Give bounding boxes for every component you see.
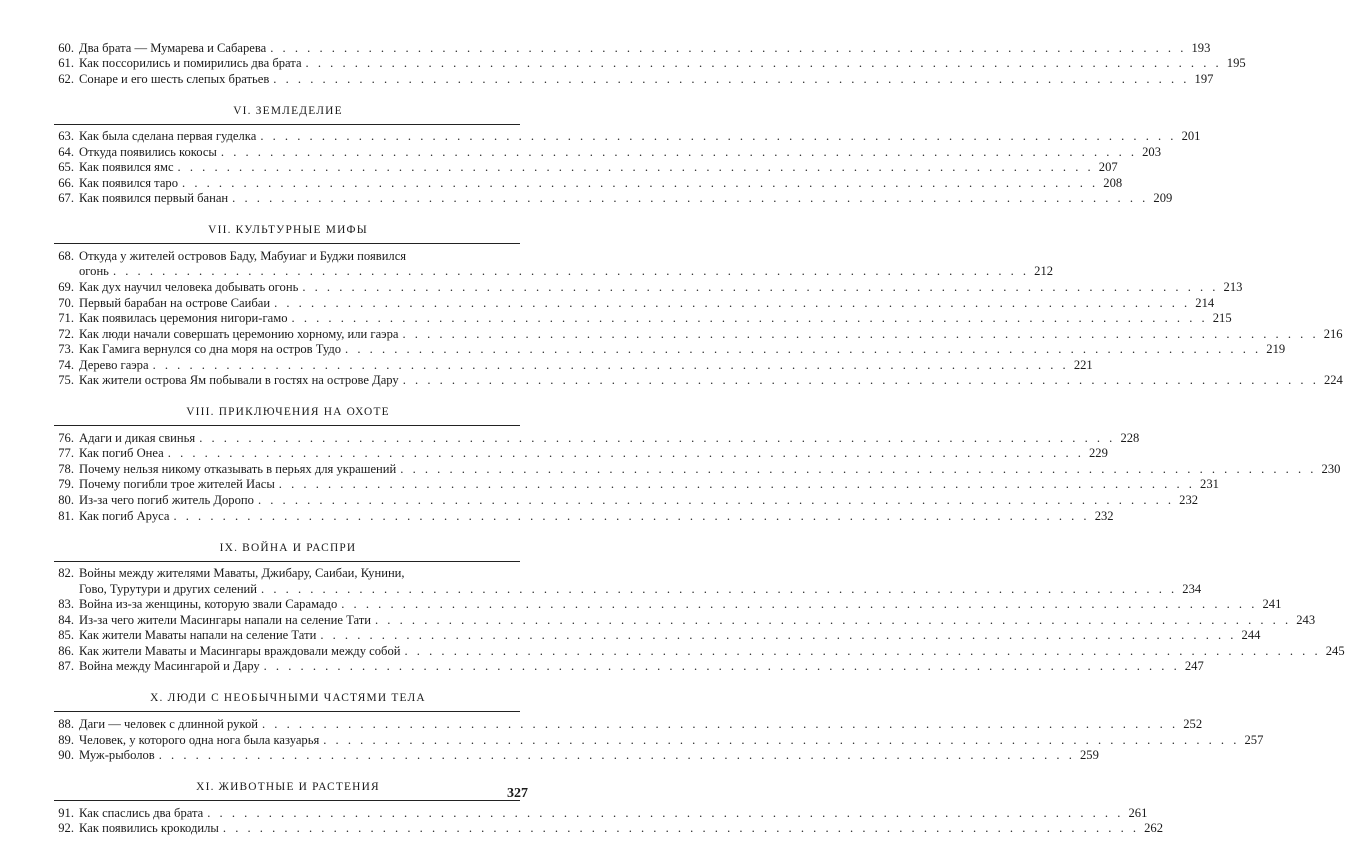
entry-number: 83.	[58, 597, 74, 612]
entry-title: Как появился ямс	[79, 160, 174, 175]
entry-number: 61.	[58, 56, 74, 71]
entry-number: 73.	[58, 342, 74, 357]
entry-number: 75.	[58, 373, 74, 388]
entry-title: огонь	[79, 264, 109, 279]
entry-page-number: 208	[1103, 175, 1123, 190]
toc-entry	[50, 160, 1118, 176]
entry-page-number: 234	[1182, 581, 1202, 596]
entry-title: Человек, у которого одна нога была казуарья	[79, 732, 320, 747]
toc-entry	[50, 71, 1214, 87]
dot-leader	[400, 462, 1316, 477]
dot-leader	[178, 160, 1094, 175]
toc-entry	[50, 748, 1099, 764]
toc-entry	[50, 175, 1123, 191]
dot-leader	[168, 446, 1084, 461]
section-heading: VI. ЗЕМЛЕДЕЛИЕ	[233, 104, 343, 117]
dot-leader	[153, 358, 1069, 373]
entry-page-number: 203	[1142, 144, 1162, 159]
entry-title: Как была сделана первая гуделка	[79, 129, 257, 144]
entry-page-number: 216	[1323, 326, 1343, 341]
entry-title: Два брата — Мумарева и Сабарева	[79, 40, 267, 55]
entry-title: Как жители Маваты напали на селение Тати	[79, 628, 317, 643]
entry-number: 90.	[58, 748, 74, 763]
entry-number: 87.	[58, 659, 74, 674]
toc-entry	[50, 643, 1345, 659]
entry-title: Как поссорились и помирились два брата	[79, 56, 302, 71]
entry-page-number: 231	[1200, 477, 1219, 492]
toc-entry	[50, 477, 1219, 493]
entry-title: Адаги и дикая свинья	[79, 430, 196, 445]
toc-entry	[50, 311, 1232, 327]
toc-entry	[50, 373, 1343, 389]
entry-number: 72.	[58, 326, 74, 341]
toc-entry	[50, 129, 1201, 145]
section-heading: VIII. ПРИКЛЮЧЕНИЯ НА ОХОТЕ	[186, 406, 390, 419]
toc-entry	[50, 295, 1215, 311]
dot-leader	[292, 311, 1208, 326]
toc-entry	[50, 805, 1148, 821]
dot-leader	[199, 431, 1115, 446]
dot-leader	[232, 191, 1148, 206]
entry-number: 64.	[58, 144, 74, 159]
entry-title: Сонаре и его шесть слепых братьев	[79, 71, 270, 86]
entry-page-number: 201	[1181, 129, 1201, 144]
dot-leader	[402, 327, 1318, 342]
entry-number: 91.	[58, 805, 74, 820]
section-divider	[54, 425, 520, 426]
dot-leader	[221, 145, 1137, 160]
entry-page-number: 195	[1226, 56, 1246, 71]
entry-title: Войны между жителями Маваты, Джибару, Саибаи, Кунини,	[79, 566, 405, 581]
entry-title: Война между Масингарой и Дару	[79, 659, 260, 674]
entry-number: 62.	[58, 71, 74, 86]
entry-title: Как погиб Аруса	[79, 508, 170, 523]
entry-page-number: 230	[1321, 461, 1341, 476]
entry-page-number: 193	[1191, 40, 1211, 55]
entry-page-number: 209	[1153, 191, 1173, 206]
entry-page-number: 207	[1098, 160, 1118, 175]
entry-title: Как дух научил человека добывать огонь	[79, 280, 299, 295]
entry-title: Даги — человек с длинной рукой	[79, 716, 258, 731]
toc-entry	[50, 659, 1204, 675]
dot-leader	[262, 717, 1178, 732]
entry-page-number: 215	[1212, 311, 1232, 326]
toc-entry	[50, 40, 1211, 56]
entry-page-number: 197	[1194, 71, 1214, 86]
entry-number: 60.	[58, 40, 74, 55]
entry-title: Как появился таро	[79, 175, 179, 190]
toc-entry	[50, 716, 1203, 732]
dot-leader	[274, 296, 1190, 311]
entry-page-number: 219	[1266, 342, 1286, 357]
section-divider	[54, 243, 520, 244]
toc-body	[50, 40, 1345, 836]
entry-page-number: 247	[1184, 659, 1204, 674]
dot-leader	[159, 748, 1075, 763]
dot-leader	[223, 821, 1139, 836]
entry-number: 88.	[58, 716, 74, 731]
section-divider	[54, 800, 520, 801]
toc-entry	[50, 628, 1261, 644]
entry-page-number: 252	[1183, 716, 1203, 731]
entry-number: 85.	[58, 628, 74, 643]
toc-entry	[50, 732, 1264, 748]
entry-page-number: 214	[1195, 295, 1215, 310]
entry-page-number: 257	[1244, 732, 1264, 747]
entry-title: Первый барабан на острове Саибаи	[79, 295, 271, 310]
section-divider	[54, 124, 520, 125]
section-heading: XI. ЖИВОТНЫЕ И РАСТЕНИЯ	[196, 781, 380, 794]
section-divider	[54, 561, 520, 562]
toc-entry	[50, 597, 1282, 613]
toc-entry	[50, 492, 1199, 508]
dot-leader	[306, 56, 1222, 71]
dot-leader	[258, 493, 1174, 508]
entry-title: Откуда появились кокосы	[79, 144, 217, 159]
toc-entry	[50, 461, 1341, 477]
entry-title: Как погиб Онеа	[79, 446, 164, 461]
entry-title: Почему погибли трое жителей Иасы	[79, 477, 275, 492]
entry-number: 80.	[58, 493, 74, 508]
entry-number: 79.	[58, 477, 74, 492]
entry-title: Муж-рыболов	[79, 748, 155, 763]
entry-number: 86.	[58, 643, 74, 658]
toc-entry	[50, 821, 1164, 837]
entry-page-number: 262	[1144, 821, 1164, 836]
entry-number: 63.	[58, 129, 74, 144]
toc-entry	[50, 264, 1054, 280]
dot-leader	[345, 342, 1261, 357]
entry-title: Как появился первый банан	[79, 191, 229, 206]
entry-number: 78.	[58, 461, 74, 476]
section-divider	[54, 711, 520, 712]
section-heading: VII. КУЛЬТУРНЫЕ МИФЫ	[208, 224, 368, 237]
toc-entry	[50, 342, 1286, 358]
toc-entry	[50, 612, 1316, 628]
entry-page-number: 221	[1073, 357, 1093, 372]
entry-title: Из-за чего жители Масингары напали на селение Тати	[79, 612, 371, 627]
entry-number: 76.	[58, 430, 74, 445]
entry-title: Как Гамига вернулся со дна моря на остров Тудо	[79, 342, 342, 357]
entry-page-number: 212	[1034, 264, 1054, 279]
toc-entry	[50, 446, 1108, 462]
entry-page-number: 213	[1223, 280, 1243, 295]
entry-page-number: 228	[1120, 430, 1140, 445]
toc-entry	[50, 326, 1343, 342]
entry-number: 69.	[58, 280, 74, 295]
entry-page-number: 241	[1262, 597, 1282, 612]
entry-page-number: 259	[1079, 748, 1099, 763]
entry-number: 77.	[58, 446, 74, 461]
dot-leader	[207, 806, 1123, 821]
dot-leader	[320, 628, 1236, 643]
page-number: 327	[507, 786, 528, 801]
entry-number: 74.	[58, 357, 74, 372]
entry-title: Как появилась церемония нигори-гамо	[79, 311, 288, 326]
entry-number: 66.	[58, 175, 74, 190]
entry-number: 81.	[58, 508, 74, 523]
dot-leader	[375, 613, 1291, 628]
entry-title: Как появились крокодилы	[79, 821, 219, 836]
entry-page-number: 232	[1179, 493, 1199, 508]
toc-entry	[50, 566, 526, 582]
entry-page-number: 245	[1325, 643, 1345, 658]
entry-number: 92.	[58, 821, 74, 836]
toc-entry	[50, 508, 1114, 524]
toc-entry	[50, 357, 1093, 373]
dot-leader	[173, 509, 1089, 524]
dot-leader	[341, 597, 1257, 612]
entry-title: Откуда у жителей островов Баду, Мабуиаг и Буджи появился	[79, 248, 407, 263]
dot-leader	[405, 644, 1321, 659]
entry-number: 82.	[58, 566, 74, 581]
table-of-contents	[50, 40, 1345, 836]
entry-page-number: 224	[1323, 373, 1343, 388]
toc-entry	[50, 430, 1140, 446]
entry-number: 67.	[58, 191, 74, 206]
entry-page-number: 243	[1296, 612, 1316, 627]
dot-leader	[302, 280, 1218, 295]
entry-number: 84.	[58, 612, 74, 627]
dot-leader	[403, 373, 1319, 388]
entry-title: Как жители Маваты и Масингары враждовали между собой	[79, 643, 401, 658]
toc-entry	[50, 56, 1246, 72]
section-heading: X. ЛЮДИ С НЕОБЫЧНЫМИ ЧАСТЯМИ ТЕЛА	[150, 692, 426, 705]
dot-leader	[323, 733, 1239, 748]
entry-title: Гово, Турутури и других селений	[79, 581, 258, 596]
toc-entry	[50, 279, 1243, 295]
entry-page-number: 229	[1089, 446, 1108, 461]
dot-leader	[182, 176, 1098, 191]
dot-leader	[279, 477, 1195, 492]
entry-page-number: 244	[1241, 628, 1261, 643]
dot-leader	[264, 659, 1180, 674]
dot-leader	[270, 41, 1186, 56]
entry-page-number: 261	[1128, 805, 1148, 820]
entry-title: Война из-за женщины, которую звали Сарамадо	[79, 597, 338, 612]
entry-number: 89.	[58, 732, 74, 747]
entry-page-number: 232	[1094, 508, 1114, 523]
dot-leader	[273, 72, 1189, 87]
entry-title: Из-за чего погиб житель Доропо	[79, 493, 254, 508]
dot-leader	[261, 582, 1177, 597]
entry-number: 70.	[58, 295, 74, 310]
entry-number: 71.	[58, 311, 74, 326]
entry-number: 68.	[58, 248, 74, 263]
toc-entry	[50, 248, 526, 264]
entry-title: Как спаслись два брата	[79, 805, 204, 820]
entry-title: Как люди начали совершать церемонию хорному, или гаэра	[79, 326, 399, 341]
toc-entry	[50, 581, 1202, 597]
entry-title: Дерево гаэра	[79, 357, 149, 372]
entry-title: Как жители острова Ям побывали в гостях на острове Дару	[79, 373, 399, 388]
entry-title: Почему нельзя никому отказывать в перьях для украшений	[79, 461, 397, 476]
toc-entry	[50, 191, 1173, 207]
entry-number: 65.	[58, 160, 74, 175]
section-heading: IX. ВОЙНА И РАСПРИ	[219, 541, 357, 554]
dot-leader	[260, 129, 1176, 144]
dot-leader	[113, 264, 1029, 279]
toc-entry	[50, 144, 1162, 160]
